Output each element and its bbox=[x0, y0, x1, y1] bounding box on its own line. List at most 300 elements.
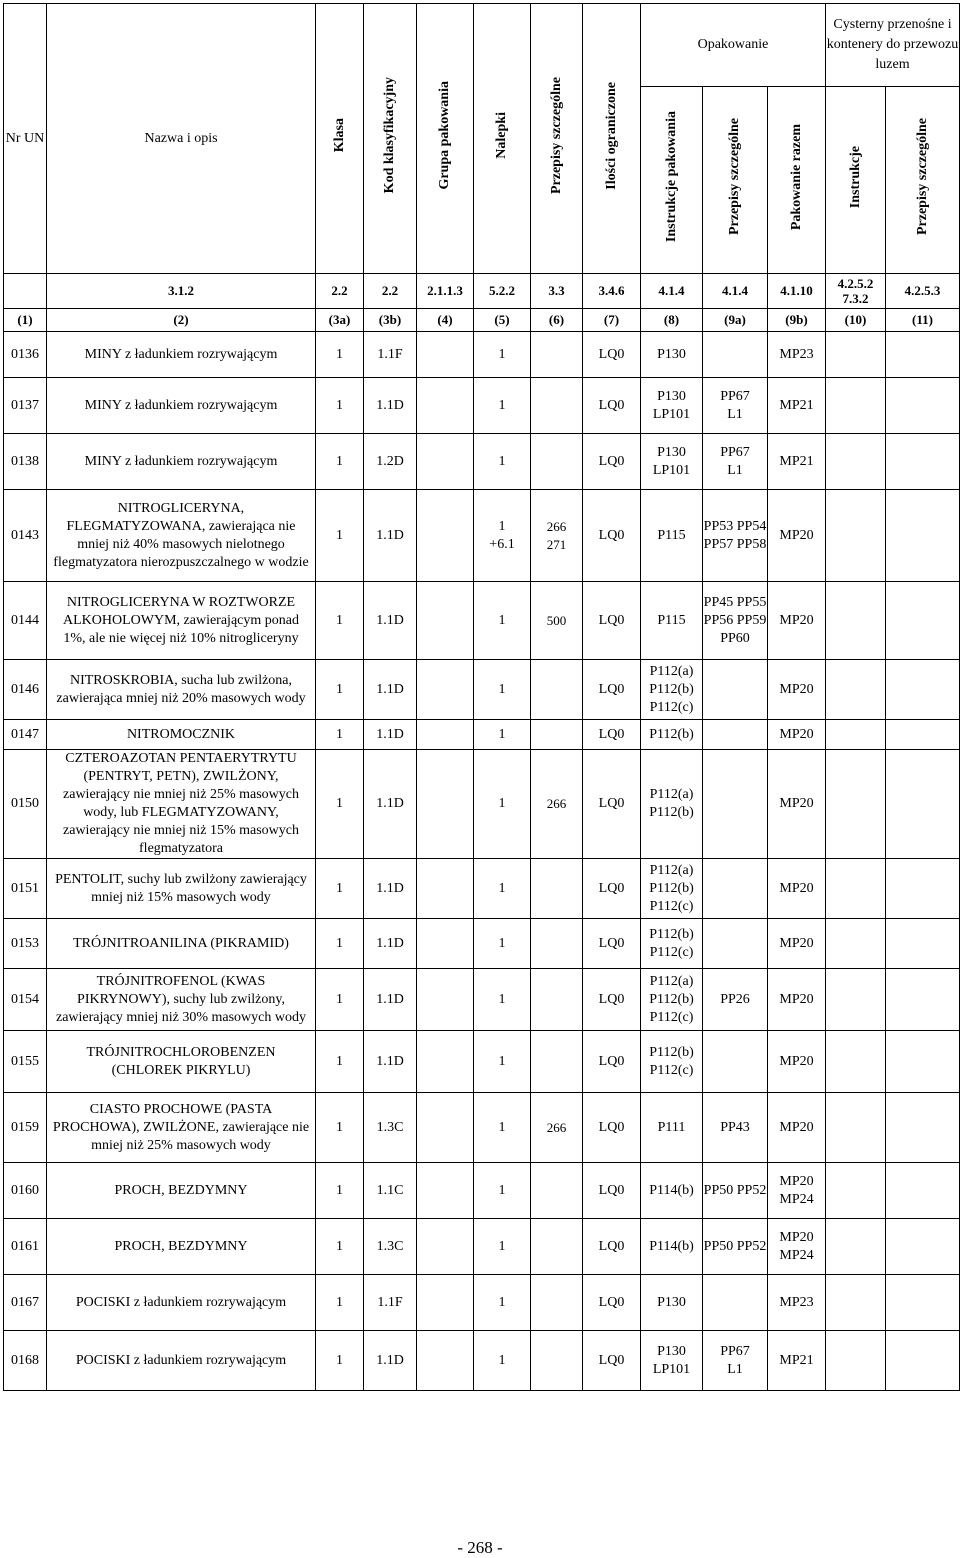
packing-instructions-line: LP101 bbox=[652, 462, 691, 478]
ref-6: 3.3 bbox=[531, 274, 583, 309]
packing-instructions bbox=[641, 490, 703, 582]
packing-instructions bbox=[641, 434, 703, 490]
substance-name-line: PROCH, BEZDYMNY bbox=[114, 1182, 248, 1198]
packing-provisions bbox=[703, 378, 768, 434]
packing-instructions-line: P130 bbox=[657, 1343, 686, 1359]
tank-instructions bbox=[826, 332, 886, 378]
substance-name-line: TRÓJNITROCHLOROBENZEN bbox=[86, 1044, 276, 1060]
substance-name-line: flegmatyzatora bbox=[139, 841, 223, 856]
mixed-packing-line: MP20 bbox=[779, 1229, 814, 1245]
mixed-packing bbox=[768, 1093, 826, 1163]
header-opakowanie: Opakowanie bbox=[641, 4, 826, 87]
colnum: (10) bbox=[826, 309, 886, 332]
labels-cell bbox=[474, 434, 531, 490]
packing-group bbox=[417, 859, 474, 919]
un-number: 0138 bbox=[4, 434, 47, 490]
mixed-packing-line: MP23 bbox=[779, 346, 814, 362]
tank-instructions bbox=[826, 969, 886, 1031]
packing-instructions bbox=[641, 1219, 703, 1275]
substance-name-line: mniej niż 15% masowych wody bbox=[91, 889, 271, 905]
mixed-packing-line: MP20 bbox=[779, 527, 814, 543]
packing-provisions-line: L1 bbox=[727, 406, 743, 422]
substance-name-line: zawierający mniej niż 30% masowych wody bbox=[56, 1009, 306, 1025]
colnum: (9a) bbox=[703, 309, 768, 332]
labels-line: 1 bbox=[498, 518, 506, 534]
packing-instructions-line: P112(c) bbox=[649, 1062, 694, 1078]
header-nalepki: Nalepki bbox=[474, 4, 531, 274]
labels-cell bbox=[474, 1331, 531, 1391]
limited-quantities: LQ0 bbox=[583, 1275, 641, 1331]
colnum: (4) bbox=[417, 309, 474, 332]
packing-group bbox=[417, 1031, 474, 1093]
packing-provisions-line: PP67 bbox=[720, 1343, 750, 1359]
packing-group bbox=[417, 378, 474, 434]
labels-line: 1 bbox=[498, 1182, 506, 1198]
packing-instructions-line: P112(c) bbox=[649, 1009, 694, 1025]
ref-9a: 4.1.4 bbox=[703, 274, 768, 309]
special-provisions bbox=[531, 720, 583, 750]
tank-instructions bbox=[826, 1093, 886, 1163]
labels-line: 1 bbox=[498, 397, 506, 413]
substance-name-line: mniej niż 40% masowych nielotnego bbox=[77, 536, 285, 552]
header-nazwa: Nazwa i opis bbox=[47, 4, 316, 274]
mixed-packing-line: MP20 bbox=[779, 1119, 814, 1135]
packing-instructions-line: LP101 bbox=[652, 406, 691, 422]
packing-group bbox=[417, 750, 474, 859]
tank-instructions bbox=[826, 660, 886, 720]
tank-provisions bbox=[886, 1275, 960, 1331]
tank-instructions bbox=[826, 1331, 886, 1391]
packing-instructions-line: P130 bbox=[657, 388, 686, 404]
mixed-packing bbox=[768, 332, 826, 378]
tank-instructions bbox=[826, 720, 886, 750]
table-row bbox=[4, 378, 960, 434]
packing-provisions bbox=[703, 750, 768, 859]
packing-provisions-line: PP53 PP54 bbox=[703, 518, 767, 534]
substance-name-line: (PENTRYT, PETN), ZWILŻONY, bbox=[83, 769, 279, 784]
mixed-packing-line: MP20 bbox=[779, 681, 814, 697]
packing-instructions bbox=[641, 750, 703, 859]
packing-instructions bbox=[641, 378, 703, 434]
packing-instructions bbox=[641, 1031, 703, 1093]
labels-cell bbox=[474, 332, 531, 378]
colnum: (7) bbox=[583, 309, 641, 332]
limited-quantities: LQ0 bbox=[583, 660, 641, 720]
packing-instructions-line: P112(b) bbox=[649, 926, 694, 942]
substance-name-line: PENTOLIT, suchy lub zwilżony zawierający bbox=[55, 871, 307, 887]
table-row bbox=[4, 1031, 960, 1093]
mixed-packing-line: MP24 bbox=[779, 1191, 814, 1207]
class-cell: 1 bbox=[316, 490, 364, 582]
substance-name bbox=[47, 434, 316, 490]
ref-11: 4.2.5.3 bbox=[886, 274, 960, 309]
classification-code: 1.1D bbox=[364, 1331, 417, 1391]
un-number: 0146 bbox=[4, 660, 47, 720]
packing-instructions bbox=[641, 1275, 703, 1331]
un-number: 0168 bbox=[4, 1331, 47, 1391]
table-row bbox=[4, 1219, 960, 1275]
substance-name-line: 1%, ale nie więcej niż 10% nitrogliceryny bbox=[63, 630, 299, 646]
labels-cell bbox=[474, 969, 531, 1031]
substance-name bbox=[47, 1331, 316, 1391]
substance-name bbox=[47, 969, 316, 1031]
packing-provisions-line: L1 bbox=[727, 462, 743, 478]
limited-quantities: LQ0 bbox=[583, 582, 641, 660]
labels-line: 1 bbox=[498, 1053, 506, 1069]
tank-provisions bbox=[886, 490, 960, 582]
packing-provisions bbox=[703, 434, 768, 490]
class-cell: 1 bbox=[316, 750, 364, 859]
tank-provisions bbox=[886, 1219, 960, 1275]
labels-cell bbox=[474, 1275, 531, 1331]
table-row bbox=[4, 490, 960, 582]
table-row bbox=[4, 434, 960, 490]
substance-name bbox=[47, 490, 316, 582]
special-provisions-line: 266 bbox=[546, 518, 567, 534]
header-instr-pak: Instrukcje pakowania bbox=[641, 87, 703, 274]
packing-group bbox=[417, 1275, 474, 1331]
special-provisions bbox=[531, 750, 583, 859]
labels-cell bbox=[474, 1219, 531, 1275]
mixed-packing-line: MP20 bbox=[779, 880, 814, 896]
header-nr-un: Nr UN bbox=[4, 4, 47, 274]
substance-name-line: NITROGLICERYNA, bbox=[117, 500, 245, 516]
header-przepisy-cyst: Przepisy szczególne bbox=[886, 87, 960, 274]
mixed-packing bbox=[768, 1331, 826, 1391]
packing-instructions-line: P114(b) bbox=[649, 1238, 694, 1254]
tank-provisions bbox=[886, 720, 960, 750]
packing-instructions-line: LP101 bbox=[652, 1361, 691, 1377]
classification-code: 1.2D bbox=[364, 434, 417, 490]
labels-line: +6.1 bbox=[489, 536, 515, 552]
un-number: 0159 bbox=[4, 1093, 47, 1163]
substance-name-line: TRÓJNITROFENOL (KWAS bbox=[96, 973, 266, 989]
mixed-packing bbox=[768, 919, 826, 969]
mixed-packing bbox=[768, 1275, 826, 1331]
packing-provisions bbox=[703, 720, 768, 750]
un-number: 0147 bbox=[4, 720, 47, 750]
substance-name bbox=[47, 582, 316, 660]
mixed-packing-line: MP21 bbox=[779, 1352, 814, 1368]
packing-instructions-line: P112(b) bbox=[649, 805, 694, 820]
special-provisions-line: 266 bbox=[546, 796, 567, 811]
mixed-packing-line: MP24 bbox=[779, 1247, 814, 1263]
classification-code: 1.1D bbox=[364, 490, 417, 582]
class-cell: 1 bbox=[316, 720, 364, 750]
packing-provisions bbox=[703, 1275, 768, 1331]
packing-group bbox=[417, 720, 474, 750]
classification-code: 1.1D bbox=[364, 720, 417, 750]
packing-group bbox=[417, 1331, 474, 1391]
labels-line: 1 bbox=[498, 1352, 506, 1368]
packing-group bbox=[417, 1093, 474, 1163]
labels-line: 1 bbox=[498, 796, 506, 811]
packing-provisions bbox=[703, 332, 768, 378]
header-instrukcje: Instrukcje bbox=[826, 87, 886, 274]
packing-instructions bbox=[641, 969, 703, 1031]
labels-line: 1 bbox=[498, 991, 506, 1007]
colnum: (6) bbox=[531, 309, 583, 332]
tank-provisions bbox=[886, 582, 960, 660]
mixed-packing bbox=[768, 750, 826, 859]
ref-10: 4.2.5.2 7.3.2 bbox=[826, 274, 886, 309]
labels-line: 1 bbox=[498, 453, 506, 469]
dangerous-goods-table bbox=[3, 3, 960, 1391]
labels-line: 1 bbox=[498, 935, 506, 951]
special-provisions bbox=[531, 378, 583, 434]
packing-group bbox=[417, 1163, 474, 1219]
substance-name bbox=[47, 1275, 316, 1331]
substance-name-line: CIASTO PROCHOWE (PASTA bbox=[89, 1101, 273, 1117]
substance-name-line: TRÓJNITROANILINA (PIKRAMID) bbox=[73, 935, 289, 951]
header-ilosci: Ilości ograniczone bbox=[583, 4, 641, 274]
labels-cell bbox=[474, 660, 531, 720]
tank-provisions bbox=[886, 859, 960, 919]
colnum: (2) bbox=[47, 309, 316, 332]
packing-group bbox=[417, 332, 474, 378]
substance-name bbox=[47, 859, 316, 919]
packing-instructions bbox=[641, 919, 703, 969]
classification-code: 1.1D bbox=[364, 919, 417, 969]
substance-name-line: zawierająca mniej niż 20% masowych wody bbox=[56, 690, 306, 706]
special-provisions bbox=[531, 332, 583, 378]
ref-1 bbox=[4, 274, 47, 309]
header-grupa: Grupa pakowania bbox=[417, 4, 474, 274]
un-number: 0154 bbox=[4, 969, 47, 1031]
labels-line: 1 bbox=[498, 1294, 506, 1310]
packing-instructions-line: P114(b) bbox=[649, 1182, 694, 1198]
tank-provisions bbox=[886, 1331, 960, 1391]
special-provisions bbox=[531, 1219, 583, 1275]
labels-line: 1 bbox=[498, 612, 506, 628]
un-number: 0137 bbox=[4, 378, 47, 434]
labels-cell bbox=[474, 1093, 531, 1163]
packing-instructions-line: P130 bbox=[657, 444, 686, 460]
packing-instructions bbox=[641, 660, 703, 720]
labels-line: 1 bbox=[498, 681, 506, 697]
special-provisions bbox=[531, 490, 583, 582]
substance-name-line: MINY z ładunkiem rozrywającym bbox=[84, 346, 278, 362]
substance-name bbox=[47, 750, 316, 859]
class-cell: 1 bbox=[316, 1163, 364, 1219]
labels-cell bbox=[474, 859, 531, 919]
limited-quantities: LQ0 bbox=[583, 919, 641, 969]
mixed-packing bbox=[768, 582, 826, 660]
mixed-packing-line: MP20 bbox=[779, 991, 814, 1007]
ref-3b: 2.2 bbox=[364, 274, 417, 309]
special-provisions bbox=[531, 660, 583, 720]
substance-name-line: FLEGMATYZOWANA, zawierająca nie bbox=[66, 518, 296, 534]
class-cell: 1 bbox=[316, 1093, 364, 1163]
substance-name-line: PROCHOWA), ZWILŻONE, zawierające nie bbox=[52, 1119, 310, 1135]
class-cell: 1 bbox=[316, 969, 364, 1031]
substance-name bbox=[47, 1163, 316, 1219]
packing-group bbox=[417, 969, 474, 1031]
packing-provisions-line: PP43 bbox=[720, 1119, 750, 1135]
packing-instructions-line: P112(a) bbox=[649, 973, 694, 989]
colnum: (9b) bbox=[768, 309, 826, 332]
tank-provisions bbox=[886, 1163, 960, 1219]
packing-instructions-line: P112(b) bbox=[649, 1044, 694, 1060]
packing-provisions bbox=[703, 1031, 768, 1093]
ref-8: 4.1.4 bbox=[641, 274, 703, 309]
special-provisions bbox=[531, 1031, 583, 1093]
table-row bbox=[4, 660, 960, 720]
classification-code: 1.1D bbox=[364, 1031, 417, 1093]
packing-instructions bbox=[641, 332, 703, 378]
classification-code: 1.3C bbox=[364, 1093, 417, 1163]
labels-line: 1 bbox=[498, 346, 506, 362]
page-number: - 268 - bbox=[457, 1538, 503, 1557]
substance-name-line: POCISKI z ładunkiem rozrywającym bbox=[75, 1294, 287, 1310]
mixed-packing bbox=[768, 720, 826, 750]
substance-name-line: PIKRYNOWY), suchy lub zwilżony, bbox=[77, 991, 285, 1007]
packing-instructions-line: P112(b) bbox=[649, 991, 694, 1007]
tank-instructions bbox=[826, 750, 886, 859]
limited-quantities: LQ0 bbox=[583, 1163, 641, 1219]
un-number: 0161 bbox=[4, 1219, 47, 1275]
substance-name-line: POCISKI z ładunkiem rozrywającym bbox=[75, 1352, 287, 1368]
colnum: (8) bbox=[641, 309, 703, 332]
limited-quantities: LQ0 bbox=[583, 969, 641, 1031]
mixed-packing-line: MP20 bbox=[779, 1053, 814, 1069]
packing-instructions bbox=[641, 582, 703, 660]
mixed-packing bbox=[768, 1031, 826, 1093]
colnum: (1) bbox=[4, 309, 47, 332]
classification-code: 1.1D bbox=[364, 582, 417, 660]
limited-quantities: LQ0 bbox=[583, 434, 641, 490]
tank-instructions bbox=[826, 1275, 886, 1331]
classification-code: 1.1D bbox=[364, 378, 417, 434]
packing-instructions-line: P112(a) bbox=[649, 663, 694, 679]
classification-code: 1.1D bbox=[364, 660, 417, 720]
mixed-packing bbox=[768, 434, 826, 490]
tank-provisions bbox=[886, 919, 960, 969]
ref-5: 5.2.2 bbox=[474, 274, 531, 309]
special-provisions bbox=[531, 434, 583, 490]
classification-code: 1.1D bbox=[364, 859, 417, 919]
special-provisions-line: 266 bbox=[546, 1119, 567, 1135]
tank-provisions bbox=[886, 750, 960, 859]
mixed-packing-line: MP20 bbox=[779, 612, 814, 628]
tank-instructions bbox=[826, 434, 886, 490]
mixed-packing bbox=[768, 1163, 826, 1219]
tank-provisions bbox=[886, 1031, 960, 1093]
un-number: 0155 bbox=[4, 1031, 47, 1093]
labels-line: 1 bbox=[498, 1238, 506, 1254]
class-cell: 1 bbox=[316, 919, 364, 969]
packing-provisions-line: PP56 PP59 bbox=[703, 612, 767, 628]
substance-name-line: ALKOHOLOWYM, zawierającym ponad bbox=[63, 612, 299, 628]
reference-row bbox=[4, 274, 960, 309]
substance-name-line: mniej niż 25% masowych wody bbox=[91, 1137, 271, 1153]
labels-cell bbox=[474, 720, 531, 750]
un-number: 0153 bbox=[4, 919, 47, 969]
packing-provisions bbox=[703, 660, 768, 720]
special-provisions bbox=[531, 1093, 583, 1163]
packing-provisions bbox=[703, 1163, 768, 1219]
ref-7: 3.4.6 bbox=[583, 274, 641, 309]
un-number: 0160 bbox=[4, 1163, 47, 1219]
tank-instructions bbox=[826, 378, 886, 434]
substance-name-line: zawierający nie mniej niż 15% masowych bbox=[63, 823, 299, 838]
un-number: 0136 bbox=[4, 332, 47, 378]
table-row bbox=[4, 1275, 960, 1331]
tank-provisions bbox=[886, 1093, 960, 1163]
mixed-packing-line: MP20 bbox=[779, 726, 814, 742]
table-row bbox=[4, 582, 960, 660]
class-cell: 1 bbox=[316, 1031, 364, 1093]
table-row bbox=[4, 1163, 960, 1219]
packing-instructions-line: P112(a) bbox=[649, 862, 694, 878]
mixed-packing bbox=[768, 969, 826, 1031]
table-row bbox=[4, 720, 960, 750]
special-provisions bbox=[531, 919, 583, 969]
ref-2: 3.1.2 bbox=[47, 274, 316, 309]
substance-name-line: MINY z ładunkiem rozrywającym bbox=[84, 453, 278, 469]
labels-line: 1 bbox=[498, 1119, 506, 1135]
un-number: 0144 bbox=[4, 582, 47, 660]
packing-group bbox=[417, 919, 474, 969]
substance-name bbox=[47, 1031, 316, 1093]
table-row bbox=[4, 750, 960, 859]
packing-group bbox=[417, 582, 474, 660]
packing-provisions bbox=[703, 859, 768, 919]
colnum: (3b) bbox=[364, 309, 417, 332]
substance-name-line: NITROSKROBIA, sucha lub zwilżona, bbox=[69, 672, 293, 688]
packing-instructions bbox=[641, 720, 703, 750]
packing-group bbox=[417, 490, 474, 582]
packing-provisions-line: PP50 PP52 bbox=[703, 1182, 767, 1198]
table-body bbox=[4, 332, 960, 1391]
labels-line: 1 bbox=[498, 726, 506, 742]
special-provisions bbox=[531, 1275, 583, 1331]
packing-provisions-line: PP60 bbox=[720, 630, 750, 646]
packing-instructions-line: P130 bbox=[657, 346, 686, 362]
tank-provisions bbox=[886, 969, 960, 1031]
class-cell: 1 bbox=[316, 582, 364, 660]
substance-name-line: wody, lub FLEGMATYZOWANY, bbox=[83, 805, 279, 820]
special-provisions bbox=[531, 859, 583, 919]
mixed-packing bbox=[768, 378, 826, 434]
classification-code: 1.1D bbox=[364, 969, 417, 1031]
mixed-packing bbox=[768, 1219, 826, 1275]
special-provisions-line: 500 bbox=[546, 612, 567, 628]
limited-quantities: LQ0 bbox=[583, 1331, 641, 1391]
packing-provisions bbox=[703, 1093, 768, 1163]
packing-instructions-line: P111 bbox=[657, 1119, 686, 1135]
class-cell: 1 bbox=[316, 434, 364, 490]
limited-quantities: LQ0 bbox=[583, 859, 641, 919]
packing-provisions-line: PP57 PP58 bbox=[703, 536, 767, 552]
class-cell: 1 bbox=[316, 660, 364, 720]
tank-instructions bbox=[826, 1031, 886, 1093]
packing-provisions-line: PP45 PP55 bbox=[703, 594, 767, 610]
substance-name-line: NITROMOCZNIK bbox=[126, 726, 236, 742]
packing-instructions-line: P112(c) bbox=[649, 944, 694, 960]
labels-cell bbox=[474, 490, 531, 582]
limited-quantities: LQ0 bbox=[583, 332, 641, 378]
packing-provisions-line: L1 bbox=[727, 1361, 743, 1377]
table-row bbox=[4, 919, 960, 969]
table-row bbox=[4, 332, 960, 378]
special-provisions bbox=[531, 582, 583, 660]
table-row bbox=[4, 969, 960, 1031]
classification-code: 1.1F bbox=[364, 1275, 417, 1331]
colnum: (5) bbox=[474, 309, 531, 332]
header-przepisy-pak: Przepisy szczególne bbox=[703, 87, 768, 274]
classification-code: 1.1D bbox=[364, 750, 417, 859]
